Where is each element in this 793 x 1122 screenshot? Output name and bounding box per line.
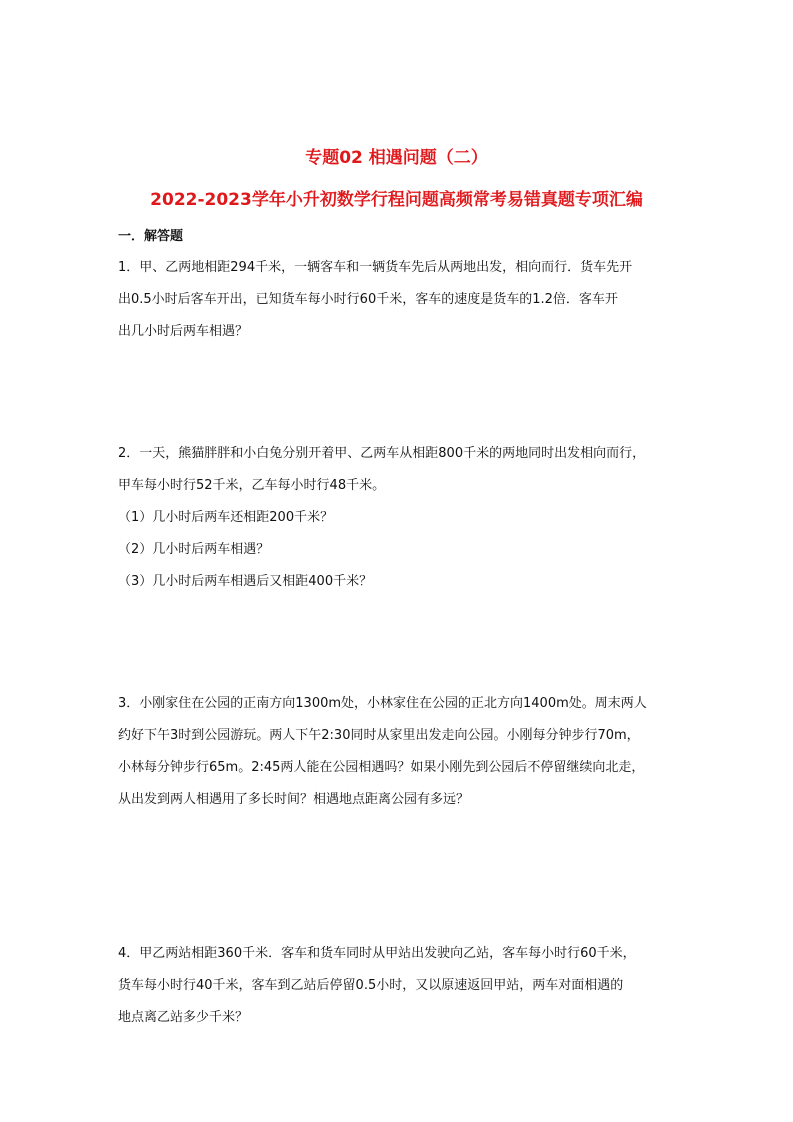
document-title: 专题02 相遇问题（二） xyxy=(305,148,488,168)
section-heading: 一．解答题 xyxy=(118,229,184,244)
question-line: 货车每小时行40千米，客车到乙站后停留0.5小时，又以原速返回甲站，两车对面相遇的 xyxy=(118,978,624,993)
question-line: 甲车每小时行52千米，乙车每小时行48千米。 xyxy=(118,478,386,493)
question-line: 出0.5小时后客车开出，已知货车每小时行60千米，客车的速度是货车的1.2倍．客车开 xyxy=(118,292,618,307)
sub-question-2: （2）几小时后两车相遇？ xyxy=(118,542,270,557)
question-line: 约好下午3时到公园游玩。两人下午2:30同时从家里出发走向公园。小刚每分钟步行70m， xyxy=(118,728,640,743)
question-line: 小林每分钟步行65m。2:45两人能在公园相遇吗？如果小刚先到公园后不停留继续向北走， xyxy=(118,760,645,775)
sub-question-3: （3）几小时后两车相遇后又相距400千米？ xyxy=(118,574,373,589)
sub-question-1: （1）几小时后两车还相距200千米？ xyxy=(118,510,334,525)
question-line: 1．甲、乙两地相距294千米，一辆客车和一辆货车先后从两地出发，相向而行．货车先开 xyxy=(118,260,633,275)
question-line: 出几小时后两车相遇？ xyxy=(118,324,249,339)
question-line: 从出发到两人相遇用了多长时间？相遇地点距离公园有多远？ xyxy=(118,792,470,807)
question-2 xyxy=(118,438,678,598)
question-1 xyxy=(118,252,678,348)
question-4 xyxy=(118,938,678,1034)
question-line: 地点离乙站多少千米？ xyxy=(118,1010,249,1025)
question-line: 2．一天，熊猫胖胖和小白兔分别开着甲、乙两车从相距800千米的两地同时出发相向而行， xyxy=(118,446,646,461)
document-subtitle: 2022-2023学年小升初数学行程问题高频常考易错真题专项汇编 xyxy=(150,190,643,210)
question-3 xyxy=(118,688,678,816)
question-line: 3．小刚家住在公园的正南方向1300m处，小林家住在公园的正北方向1400m处。周末两人 xyxy=(118,696,647,711)
question-line: 4．甲乙两站相距360千米．客车和货车同时从甲站出发驶向乙站，客车每小时行60千米， xyxy=(118,946,636,961)
